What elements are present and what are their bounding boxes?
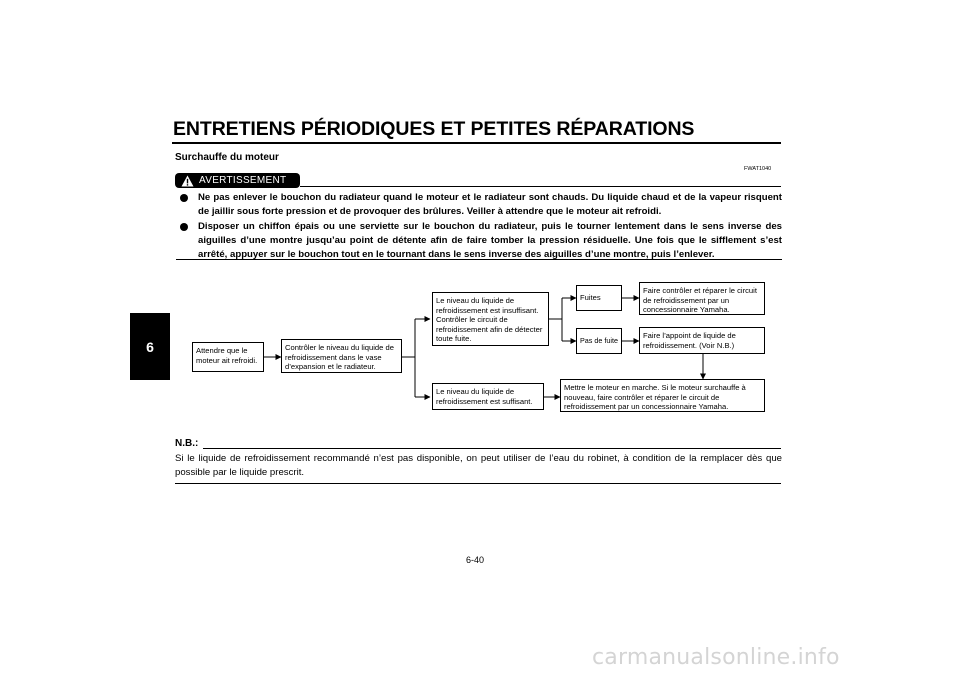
warning-bullet-text: Disposer un chiffon épais ou une serviette sur le bouchon du radiateur, puis le tourner lentement dans le sens inverse des aiguilles d’une montre jusqu’au point de détente afin de faire tomber la pression résiduelle. Une fois que le sifflement s’est arrêté, appuyer sur le bouchon tout en le tournant dans le sens inverse des aiguilles d’une montre, puis l’enlever. (198, 221, 782, 260)
flow-box-leaks: Fuites (576, 285, 622, 311)
warning-code: FWAT1040 (744, 166, 772, 172)
page-header-title: ENTRETIENS PÉRIODIQUES ET PETITES RÉPARATIONS (173, 118, 695, 140)
watermark: carmanualsonline.info (592, 645, 840, 670)
warning-bullet-text: Ne pas enlever le bouchon du radiateur quand le moteur et le radiateur sont chauds. Du liquide chaud et de la vapeur risquent de jaillir sous forte pression et de provoquer des brûlures. Veiller à attendre que le moteur ait refroidi. (198, 192, 782, 217)
flow-box-restart: Mettre le moteur en marche. Si le moteur surchauffe à nouveau, faire contrôler et réparer le circuit de refroidissement par un concessionnaire Yamaha. (560, 379, 765, 412)
note-rule (203, 448, 781, 449)
flow-box-no-leak: Pas de fuite (576, 328, 622, 354)
flow-box-repair: Faire contrôler et réparer le circuit de refroidissement par un concessionnaire Yamaha. (639, 282, 765, 315)
warning-label: AVERTISSEMENT (199, 175, 287, 186)
note-label: N.B.: (175, 438, 199, 449)
section-title: Surchauffe du moteur (175, 152, 279, 163)
note-bottom-rule (175, 483, 781, 484)
flow-box-level-sufficient: Le niveau du liquide de refroidissement est suffisant. (432, 383, 544, 410)
note-text: Si le liquide de refroidissement recommandé n’est pas disponible, on peut utiliser de l’eau du robinet, à condition de la remplacer dès que possible par le liquide prescrit. (175, 453, 782, 478)
flow-box-level-insufficient: Le niveau du liquide de refroidissement est insuffisant. Contrôler le circuit de refroidissement afin de détecter toute fuite. (432, 292, 549, 346)
flow-box-wait: Attendre que le moteur ait refroidi. (192, 342, 264, 372)
page-number: 6-40 (466, 555, 485, 565)
flow-box-check-level: Contrôler le niveau du liquide de refroidissement dans le vase d’expansion et le radiateur. (281, 339, 402, 373)
flow-box-add-coolant: Faire l’appoint de liquide de refroidissement. (Voir N.B.) (639, 327, 765, 354)
chapter-tab: 6 (130, 313, 170, 380)
